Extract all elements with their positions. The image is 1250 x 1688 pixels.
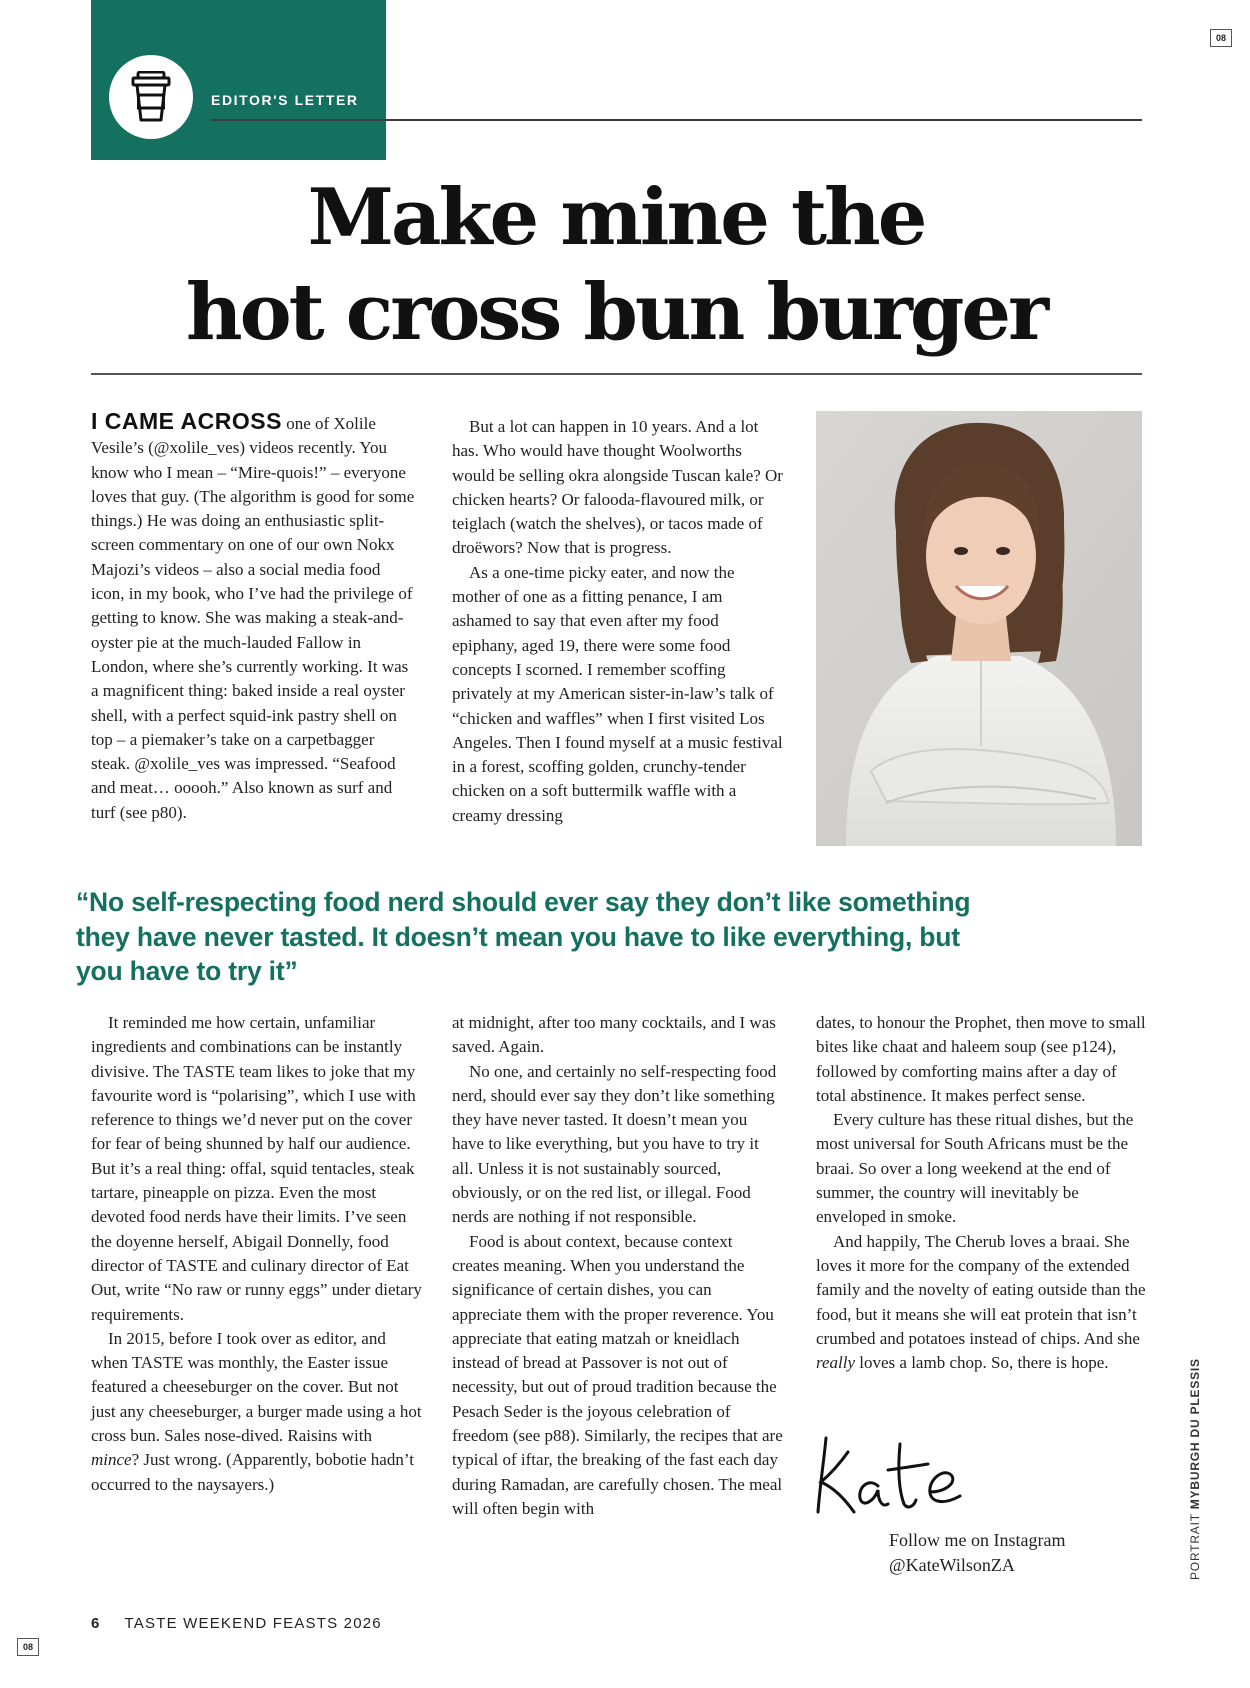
instagram-follow (889, 1528, 1065, 1577)
page-footer (91, 1615, 382, 1632)
photo-credit-label: PORTRAIT (1188, 1513, 1202, 1580)
col4-paragraph-2: No one, and certainly no self-respecting food nerd, should ever say they don’t like something they have never tasted. It doesn’t mean you have to like everything, but you have to try it all. Unless it is not sustainably sourced, obviously, or on the red list, or illegal. Food nerds are nothing if not responsible. (452, 1061, 777, 1227)
editor-signature (812, 1430, 982, 1525)
pull-quote: “No self-respecting food nerd should ever say they don’t like something they have never tasted. It doesn’t mean you have to like everything, but you have to try it” (76, 887, 971, 986)
instagram-handle: @KateWilsonZA (889, 1554, 1015, 1575)
article-column-1 (91, 409, 417, 825)
publication-name: TASTE WEEKEND FEASTS 2026 (124, 1615, 382, 1632)
col3-p2-text-a: In 2015, before I took over as editor, and when TASTE was monthly, the Easter issue featured a cheeseburger on the cover. But not just any cheeseburger, a burger made using a hot cross bun. Sales nose-dived. Raisins with (91, 1328, 422, 1446)
page-badge-top: 08 (1210, 29, 1232, 47)
coffee-cup-icon (130, 71, 172, 123)
col5-paragraph-2: Every culture has these ritual dishes, but the most universal for South Africans must be the braai. So over a long weekend at the end of summer, the country will inevitably be enveloped in smoke. (816, 1110, 1134, 1227)
col5-p3-text-a: And happily, The Cherub loves a braai. She loves it more for the company of the extended family and the novelty of eating outside than the food, but it means she will eat protein that isn’t crumbed and potatoes instead of chips. And she (816, 1231, 1146, 1348)
article-column-4 (452, 1011, 783, 1521)
col4-paragraph-3: Food is about context, because context creates meaning. When you understand the significance of certain dishes, you can appreciate them with the proper reverence. You appreciate that eating matzah or kneidlach instead of bread at Passover is not out of necessity, but out of proud tradition because the Pesach Seder is the joyous celebration of freedom (see p88). Similarly, the recipes that are typical of iftar, the breaking of the fast each day during Ramadan, are carefully chosen. The meal will often begin with (452, 1231, 783, 1518)
page-title (91, 170, 1141, 360)
col2-paragraph-2: As a one-time picky eater, and now the mother of one as a fitting penance, I am ashamed to say that even after my food epiphany, aged 19, there were some food concepts I scorned. I remember scoffing privately at my American sister-in-law’s talk of “chicken and waffles” when I first visited Los Angeles. Then I found myself at a music festival in a forest, scoffing golden, crunchy-tender chicken on a soft buttermilk waffle with a creamy dressing (452, 562, 783, 825)
col5-p3-text-b: loves a lamb chop. So, there is hope. (855, 1353, 1109, 1373)
title-line-2: hot cross bun burger (185, 267, 1047, 358)
section-icon-badge (109, 55, 193, 139)
col3-p2-text-b: ? Just wrong. (Apparently, bobotie hadn’t occurred to the naysayers.) (91, 1450, 414, 1494)
col5-paragraph-3 (816, 1230, 1146, 1376)
page-badge-bottom: 08 (17, 1638, 39, 1656)
page-number: 6 (91, 1615, 101, 1632)
header-rule (211, 119, 1142, 121)
section-label: EDITOR'S LETTER (211, 92, 359, 108)
photo-credit-name: MYBURGH DU PLESSIS (1188, 1358, 1202, 1510)
article-column-5 (816, 1011, 1146, 1375)
col3-p2-emphasis: mince (91, 1450, 132, 1470)
editor-portrait-photo (816, 411, 1142, 846)
title-rule (91, 373, 1142, 375)
col2-paragraph-1: But a lot can happen in 10 years. And a lot has. Who would have thought Woolworths would be selling okra alongside Tuscan kale? Or chicken hearts? Or falooda-flavoured milk, or teiglach (watch the shelves), or tacos made of droëwors? Now that is progress. (452, 417, 783, 558)
col3-paragraph-1: It reminded me how certain, unfamiliar ingredients and combinations can be instantly divisive. The TASTE team likes to joke that my favourite word is “polarising”, which I use with reference to things we’d never put on the cover for fear of being shunned by half our audience. But it’s a real thing: offal, squid tentacles, steak tartare, pineapple on pizza. Even the most devoted food nerds have their limits. I’ve seen the doyenne herself, Abigail Donnelly, food director of TASTE and culinary director of Eat Out, write “No raw or runny eggs” under dietary requirements. (91, 1013, 422, 1324)
col3-paragraph-2 (91, 1327, 422, 1497)
article-column-2 (452, 415, 783, 828)
col4-paragraph-1: at midnight, after too many cocktails, and I was saved. Again. (452, 1013, 776, 1057)
follow-line-1: Follow me on Instagram (889, 1530, 1066, 1550)
lead-in: I CAME ACROSS (91, 408, 282, 434)
col5-paragraph-1: dates, to honour the Prophet, then move to small bites like chaat and haleem soup (see p124), followed by comforting mains after a day of total abstinence. It makes perfect sense. (816, 1013, 1146, 1105)
col1-paragraph-1: one of Xolile Vesile’s (@xolile_ves) videos recently. You know who I mean – “Mire-quois!” – everyone loves that guy. (The algorithm is good for some things.) He was doing an enthusiastic split-screen commentary on one of our own Nokx Majozi’s videos – also a social media food icon, in my book, who I’ve had the privilege of getting to know. She was making a steak-and-oyster pie at the much-lauded Fallow in London, where she’s currently working. It was a magnificent thing: baked inside a real oyster shell, with a perfect squid-ink pastry shell on top – a piemaker’s take on a carpetbagger steak. @xolile_ves was impressed. “Seafood and meat… ooooh.” Also known as surf and turf (see p80). (91, 414, 415, 822)
col5-p3-emphasis: really (816, 1353, 856, 1373)
title-line-1: Make mine the (307, 172, 925, 263)
article-column-3 (91, 1011, 422, 1497)
photo-credit (1188, 1358, 1202, 1580)
